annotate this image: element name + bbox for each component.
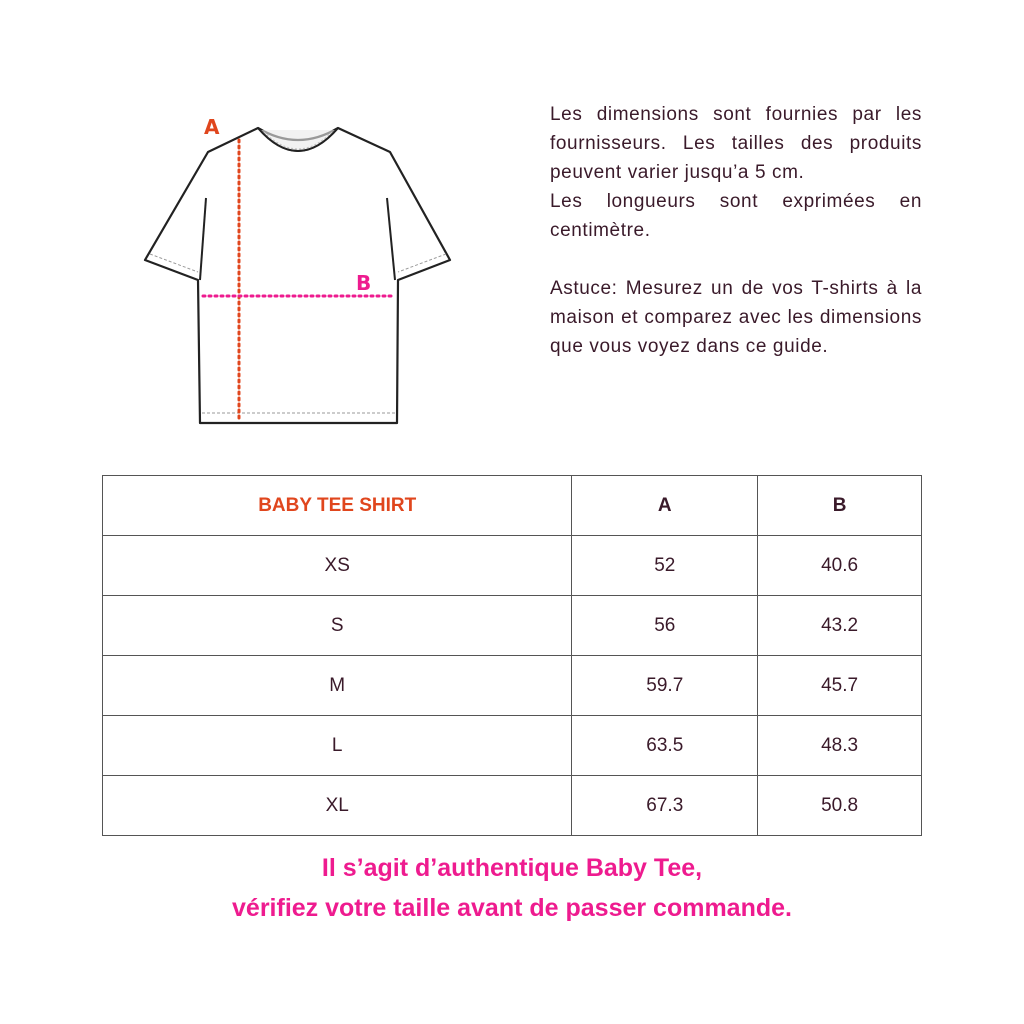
cell-a: 56 xyxy=(572,596,758,656)
table-row xyxy=(103,776,922,836)
cell-size: XL xyxy=(103,776,572,836)
cell-a: 52 xyxy=(572,536,758,596)
description-paragraph-1: Les dimensions sont fournies par les fournisseurs. Les tailles des produits peuvent varier jusqu’a 5 cm. xyxy=(550,104,922,183)
header-product: BABY TEE SHIRT xyxy=(103,476,572,536)
description-paragraph-2: Les longueurs sont exprimées en centimètre. xyxy=(550,191,922,241)
table-row xyxy=(103,656,922,716)
notice-line-2: vérifiez votre taille avant de passer commande. xyxy=(232,894,792,922)
cell-b: 50.8 xyxy=(758,776,922,836)
table-row xyxy=(103,596,922,656)
tshirt-outline xyxy=(145,128,450,423)
cell-b: 45.7 xyxy=(758,656,922,716)
cell-size: L xyxy=(103,716,572,776)
tshirt-diagram xyxy=(140,110,460,440)
size-table xyxy=(102,475,922,836)
table-row xyxy=(103,716,922,776)
tshirt-svg xyxy=(140,110,460,440)
cell-size: M xyxy=(103,656,572,716)
cell-a: 59.7 xyxy=(572,656,758,716)
cell-size: XS xyxy=(103,536,572,596)
cell-a: 67.3 xyxy=(572,776,758,836)
cell-a: 63.5 xyxy=(572,716,758,776)
table-row xyxy=(103,536,922,596)
notice-line-1: Il s’agit d’authentique Baby Tee, xyxy=(321,854,703,882)
cell-b: 40.6 xyxy=(758,536,922,596)
description-paragraph-3: Astuce: Mesurez un de vos T-shirts à la maison et comparez avec les dimensions que vous voyez dans ce guide. xyxy=(550,278,922,357)
label-a: A xyxy=(204,115,220,139)
cell-b: 48.3 xyxy=(758,716,922,776)
label-b: B xyxy=(356,271,372,295)
header-b: B xyxy=(758,476,922,536)
cell-b: 43.2 xyxy=(758,596,922,656)
authenticity-notice xyxy=(0,848,1024,928)
header-a: A xyxy=(572,476,758,536)
cell-size: S xyxy=(103,596,572,656)
size-guide-description xyxy=(550,100,922,361)
table-header-row xyxy=(103,476,922,536)
